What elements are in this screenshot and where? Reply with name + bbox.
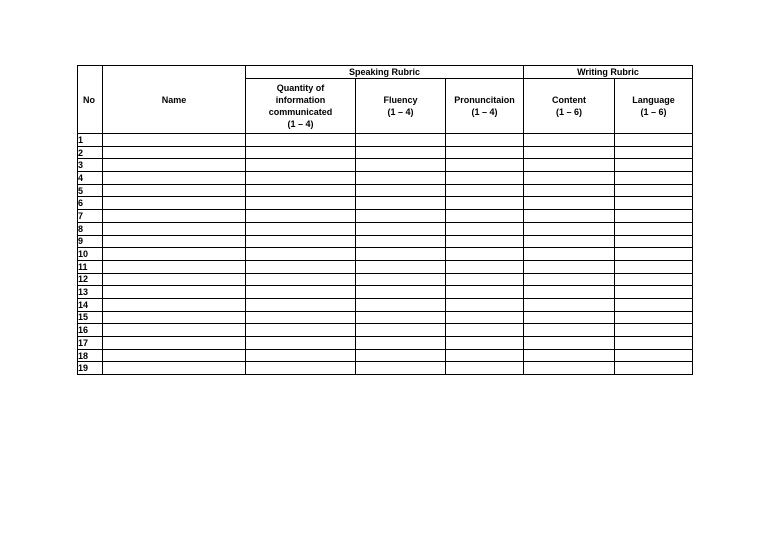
quantity-cell bbox=[246, 273, 356, 286]
table-row bbox=[78, 324, 693, 337]
table-row bbox=[78, 222, 693, 235]
pronunciation-cell bbox=[446, 210, 524, 223]
table-row bbox=[78, 146, 693, 159]
quantity-label-line3: communicated bbox=[268, 107, 333, 117]
table-row bbox=[78, 337, 693, 350]
quantity-range: (1 – 4) bbox=[287, 119, 314, 129]
name-cell bbox=[103, 349, 246, 362]
language-cell bbox=[615, 324, 693, 337]
content-cell bbox=[524, 197, 615, 210]
name-cell bbox=[103, 273, 246, 286]
content-cell bbox=[524, 248, 615, 261]
group-header-row bbox=[78, 66, 693, 79]
pronunciation-cell bbox=[446, 286, 524, 299]
name-cell bbox=[103, 260, 246, 273]
quantity-cell bbox=[246, 146, 356, 159]
content-cell bbox=[524, 337, 615, 350]
fluency-cell bbox=[356, 159, 446, 172]
quantity-label-line2: information bbox=[275, 95, 326, 105]
fluency-cell bbox=[356, 184, 446, 197]
row-number: 2 bbox=[78, 146, 103, 159]
row-number: 19 bbox=[78, 362, 103, 375]
pronunciation-cell bbox=[446, 172, 524, 185]
name-cell bbox=[103, 210, 246, 223]
content-cell bbox=[524, 362, 615, 375]
quantity-cell bbox=[246, 311, 356, 324]
pronunciation-cell bbox=[446, 349, 524, 362]
pronunciation-cell bbox=[446, 184, 524, 197]
table-row bbox=[78, 286, 693, 299]
pronunciation-cell bbox=[446, 324, 524, 337]
quantity-cell bbox=[246, 260, 356, 273]
fluency-range: (1 – 4) bbox=[387, 107, 414, 117]
language-cell bbox=[615, 159, 693, 172]
rubric-sheet bbox=[77, 65, 692, 375]
name-cell bbox=[103, 184, 246, 197]
name-cell bbox=[103, 248, 246, 261]
content-cell bbox=[524, 172, 615, 185]
quantity-cell bbox=[246, 134, 356, 147]
table-row bbox=[78, 184, 693, 197]
language-header bbox=[615, 79, 693, 134]
fluency-cell bbox=[356, 197, 446, 210]
fluency-cell bbox=[356, 324, 446, 337]
row-number: 3 bbox=[78, 159, 103, 172]
row-number: 17 bbox=[78, 337, 103, 350]
language-cell bbox=[615, 362, 693, 375]
fluency-cell bbox=[356, 248, 446, 261]
pronunciation-cell bbox=[446, 362, 524, 375]
pronunciation-cell bbox=[446, 146, 524, 159]
fluency-cell bbox=[356, 134, 446, 147]
content-cell bbox=[524, 260, 615, 273]
no-header: No bbox=[78, 66, 103, 134]
table-row bbox=[78, 273, 693, 286]
content-cell bbox=[524, 298, 615, 311]
name-cell bbox=[103, 311, 246, 324]
row-number: 11 bbox=[78, 260, 103, 273]
language-cell bbox=[615, 184, 693, 197]
name-cell bbox=[103, 298, 246, 311]
writing-rubric-header: Writing Rubric bbox=[524, 66, 693, 79]
pronunciation-cell bbox=[446, 298, 524, 311]
name-cell bbox=[103, 235, 246, 248]
table-row bbox=[78, 172, 693, 185]
language-cell bbox=[615, 286, 693, 299]
content-cell bbox=[524, 134, 615, 147]
quantity-cell bbox=[246, 298, 356, 311]
name-cell bbox=[103, 324, 246, 337]
content-header bbox=[524, 79, 615, 134]
table-row bbox=[78, 311, 693, 324]
table-row bbox=[78, 197, 693, 210]
name-header: Name bbox=[103, 66, 246, 134]
language-cell bbox=[615, 311, 693, 324]
speaking-rubric-header: Speaking Rubric bbox=[246, 66, 524, 79]
quantity-cell bbox=[246, 159, 356, 172]
fluency-cell bbox=[356, 349, 446, 362]
fluency-cell bbox=[356, 260, 446, 273]
pronunciation-range: (1 – 4) bbox=[471, 107, 498, 117]
pronunciation-cell bbox=[446, 222, 524, 235]
row-number: 7 bbox=[78, 210, 103, 223]
rubric-body bbox=[78, 134, 693, 375]
row-number: 8 bbox=[78, 222, 103, 235]
table-row bbox=[78, 235, 693, 248]
row-number: 4 bbox=[78, 172, 103, 185]
row-number: 12 bbox=[78, 273, 103, 286]
pronunciation-header bbox=[446, 79, 524, 134]
language-cell bbox=[615, 134, 693, 147]
content-cell bbox=[524, 146, 615, 159]
fluency-cell bbox=[356, 337, 446, 350]
content-cell bbox=[524, 222, 615, 235]
quantity-cell bbox=[246, 172, 356, 185]
table-row bbox=[78, 362, 693, 375]
content-cell bbox=[524, 184, 615, 197]
quantity-cell bbox=[246, 324, 356, 337]
content-range: (1 – 6) bbox=[556, 107, 583, 117]
language-cell bbox=[615, 210, 693, 223]
language-cell bbox=[615, 222, 693, 235]
fluency-cell bbox=[356, 298, 446, 311]
pronunciation-cell bbox=[446, 159, 524, 172]
name-cell bbox=[103, 134, 246, 147]
row-number: 15 bbox=[78, 311, 103, 324]
name-cell bbox=[103, 337, 246, 350]
row-number: 10 bbox=[78, 248, 103, 261]
name-cell bbox=[103, 197, 246, 210]
language-cell bbox=[615, 349, 693, 362]
table-row bbox=[78, 159, 693, 172]
language-cell bbox=[615, 337, 693, 350]
content-cell bbox=[524, 210, 615, 223]
quantity-cell bbox=[246, 362, 356, 375]
fluency-cell bbox=[356, 311, 446, 324]
pronunciation-cell bbox=[446, 134, 524, 147]
language-cell bbox=[615, 273, 693, 286]
pronunciation-cell bbox=[446, 235, 524, 248]
row-number: 18 bbox=[78, 349, 103, 362]
name-cell bbox=[103, 362, 246, 375]
content-cell bbox=[524, 159, 615, 172]
quantity-cell bbox=[246, 286, 356, 299]
fluency-cell bbox=[356, 286, 446, 299]
fluency-cell bbox=[356, 222, 446, 235]
content-cell bbox=[524, 324, 615, 337]
content-cell bbox=[524, 273, 615, 286]
content-cell bbox=[524, 311, 615, 324]
fluency-cell bbox=[356, 172, 446, 185]
table-row bbox=[78, 134, 693, 147]
row-number: 14 bbox=[78, 298, 103, 311]
quantity-cell bbox=[246, 197, 356, 210]
language-cell bbox=[615, 235, 693, 248]
table-row bbox=[78, 298, 693, 311]
table-row bbox=[78, 260, 693, 273]
row-number: 5 bbox=[78, 184, 103, 197]
table-row bbox=[78, 349, 693, 362]
quantity-cell bbox=[246, 222, 356, 235]
name-cell bbox=[103, 146, 246, 159]
name-cell bbox=[103, 159, 246, 172]
language-cell bbox=[615, 197, 693, 210]
quantity-cell bbox=[246, 248, 356, 261]
row-number: 16 bbox=[78, 324, 103, 337]
language-cell bbox=[615, 248, 693, 261]
table-row bbox=[78, 248, 693, 261]
fluency-cell bbox=[356, 210, 446, 223]
row-number: 9 bbox=[78, 235, 103, 248]
rubric-table bbox=[77, 65, 693, 375]
pronunciation-cell bbox=[446, 311, 524, 324]
row-number: 6 bbox=[78, 197, 103, 210]
language-label: Language bbox=[632, 95, 675, 105]
language-cell bbox=[615, 260, 693, 273]
fluency-cell bbox=[356, 235, 446, 248]
fluency-cell bbox=[356, 273, 446, 286]
pronunciation-cell bbox=[446, 273, 524, 286]
name-cell bbox=[103, 172, 246, 185]
row-number: 1 bbox=[78, 134, 103, 147]
pronunciation-cell bbox=[446, 248, 524, 261]
content-cell bbox=[524, 349, 615, 362]
pronunciation-cell bbox=[446, 197, 524, 210]
fluency-header bbox=[356, 79, 446, 134]
content-cell bbox=[524, 235, 615, 248]
content-cell bbox=[524, 286, 615, 299]
fluency-label: Fluency bbox=[383, 95, 418, 105]
quantity-header bbox=[246, 79, 356, 134]
pronunciation-cell bbox=[446, 260, 524, 273]
fluency-cell bbox=[356, 146, 446, 159]
name-cell bbox=[103, 222, 246, 235]
quantity-cell bbox=[246, 349, 356, 362]
language-cell bbox=[615, 146, 693, 159]
fluency-cell bbox=[356, 362, 446, 375]
content-label: Content bbox=[552, 95, 587, 105]
pronunciation-cell bbox=[446, 337, 524, 350]
language-cell bbox=[615, 172, 693, 185]
name-cell bbox=[103, 286, 246, 299]
table-row bbox=[78, 210, 693, 223]
quantity-cell bbox=[246, 235, 356, 248]
quantity-cell bbox=[246, 184, 356, 197]
quantity-cell bbox=[246, 337, 356, 350]
quantity-cell bbox=[246, 210, 356, 223]
pronunciation-label: Pronuncitaion bbox=[454, 95, 515, 105]
quantity-label-line1: Quantity of bbox=[276, 83, 325, 93]
language-cell bbox=[615, 298, 693, 311]
row-number: 13 bbox=[78, 286, 103, 299]
language-range: (1 – 6) bbox=[640, 107, 667, 117]
